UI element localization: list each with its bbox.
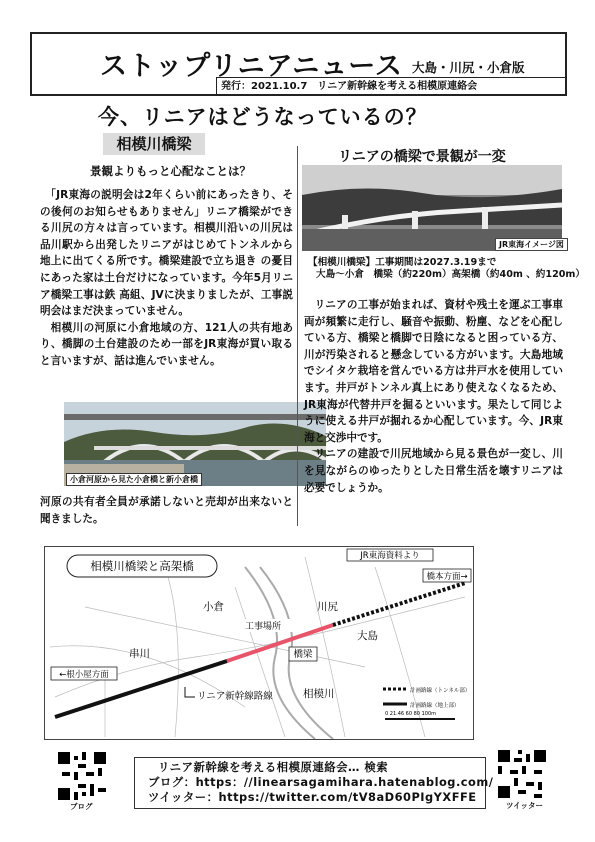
construction-period-note <box>308 257 586 281</box>
image-caption: JR東海イメージ図 <box>495 238 568 251</box>
paragraph: リニアの工事が始まれば、資材や残土を運ぶ工事車両が頻繁に走行し、騒音や振動、粉塵、などを心配している方、橋梁と橋脚で日陰になると困っている方、川が汚染されると懸念している方がいます。大島地域でシイタケ栽培を営んでいる方は井戸水を使用しています。井戸がトンネル真上にあり使えなくなるため、JR東海が代替井戸を掘るといいます。果たして同じように使える井戸が掘れるか心配しています。今、JR東海と交渉中です。 <box>304 299 563 444</box>
publication-info: 発行：2021.10.7 リニア新幹線を考える相模原連絡会 <box>216 77 567 96</box>
period-line: 大島～小倉 橋梁（約220m）高架橋（約40m 、約120m） <box>316 269 586 280</box>
map-source: JR東海資料より <box>360 551 420 561</box>
map-label: 相模川 <box>303 688 335 700</box>
blog-link[interactable]: ブログ：https：//linearsagamihara.hatenablog.com/ <box>148 775 494 789</box>
period-line: 【相模川橋梁】工事期間は2027.3.19まで <box>308 257 497 268</box>
qr-label: ブログ <box>70 802 93 811</box>
map-label: 小倉 <box>203 601 224 613</box>
section-title: 相模川橋梁 <box>103 133 205 155</box>
right-headline: リニアの橋梁で景観が一変 <box>338 149 506 165</box>
map-label: リニア新幹線路線 <box>197 691 273 702</box>
legend-item: 計画路線（トンネル部） <box>410 688 471 694</box>
legend-item: 計画路線（地上部） <box>410 703 460 709</box>
column-divider <box>297 146 298 526</box>
map-label: 橋梁 <box>293 649 313 660</box>
map-label: 工事場所 <box>245 622 282 632</box>
left-column-bottom-text: 河原の共有者全員が承諾しないと売却が出来ないと聞きました。 <box>40 496 293 525</box>
scale-bar: 0 21.46 60 80 100m <box>385 711 436 717</box>
org-search-text: リニア新幹線を考える相模原連絡会… 検索 <box>158 760 389 774</box>
photo-caption: 小倉河原から見た小倉橋と新小倉橋 <box>66 473 202 486</box>
paragraph: 相模川の河原に小倉地域の方、121人の共有地あり、橋脚の土台建設のため一部をJR東海が買い取ると言いますが、話は進んでいません。 <box>40 321 293 367</box>
paragraph: 「JR東海の説明会は2年くらい前にあったきり、その後何のお知らせもありません」リニア橋梁ができる川尻の方々は言っています。相模川沿いの川尻は品川駅から出発したリニアがはじめてトンネルから地上に出てくる所です。橋梁建設で立ち退き の憂目にあった家は土台だけになっています。今年5月リニア橋梁工事は鉄 高組、JVに決まりましたが、工事説明会はまだ決まっていません。 <box>40 189 293 318</box>
paragraph: リニアの建設で川尻地域から見る景色が一変し、川を見ながらのゆったりとした日常生活を壊すリニアは必要でしょうか。 <box>304 448 563 494</box>
right-column-text <box>304 297 563 496</box>
newsletter-title: ストップリニアニュース <box>100 51 403 82</box>
left-column-text <box>40 187 293 370</box>
twitter-link[interactable]: ツイッター：https://twitter.com/tV8aD60PIgYXFFE <box>148 790 477 804</box>
qr-label: ツイッター <box>506 801 543 810</box>
subheading: 景観よりもっと心配なことは？ <box>90 164 251 178</box>
main-headline: 今、リニアはどうなっているの？ <box>98 105 428 129</box>
map-label: 川尻 <box>317 601 338 613</box>
map-label: 大島 <box>357 630 378 642</box>
map-label: 串川 <box>129 648 150 660</box>
map-label: 橋本方面→ <box>426 572 468 582</box>
route-map <box>44 546 474 740</box>
map-label: ←根小屋方面 <box>59 670 109 680</box>
twitter-qr-code[interactable] <box>498 750 546 798</box>
blog-qr-code[interactable] <box>58 752 106 800</box>
edition-label: 大島・川尻・小倉版 <box>412 60 525 75</box>
map-title: 相模川橋梁と高架橋 <box>90 559 194 573</box>
